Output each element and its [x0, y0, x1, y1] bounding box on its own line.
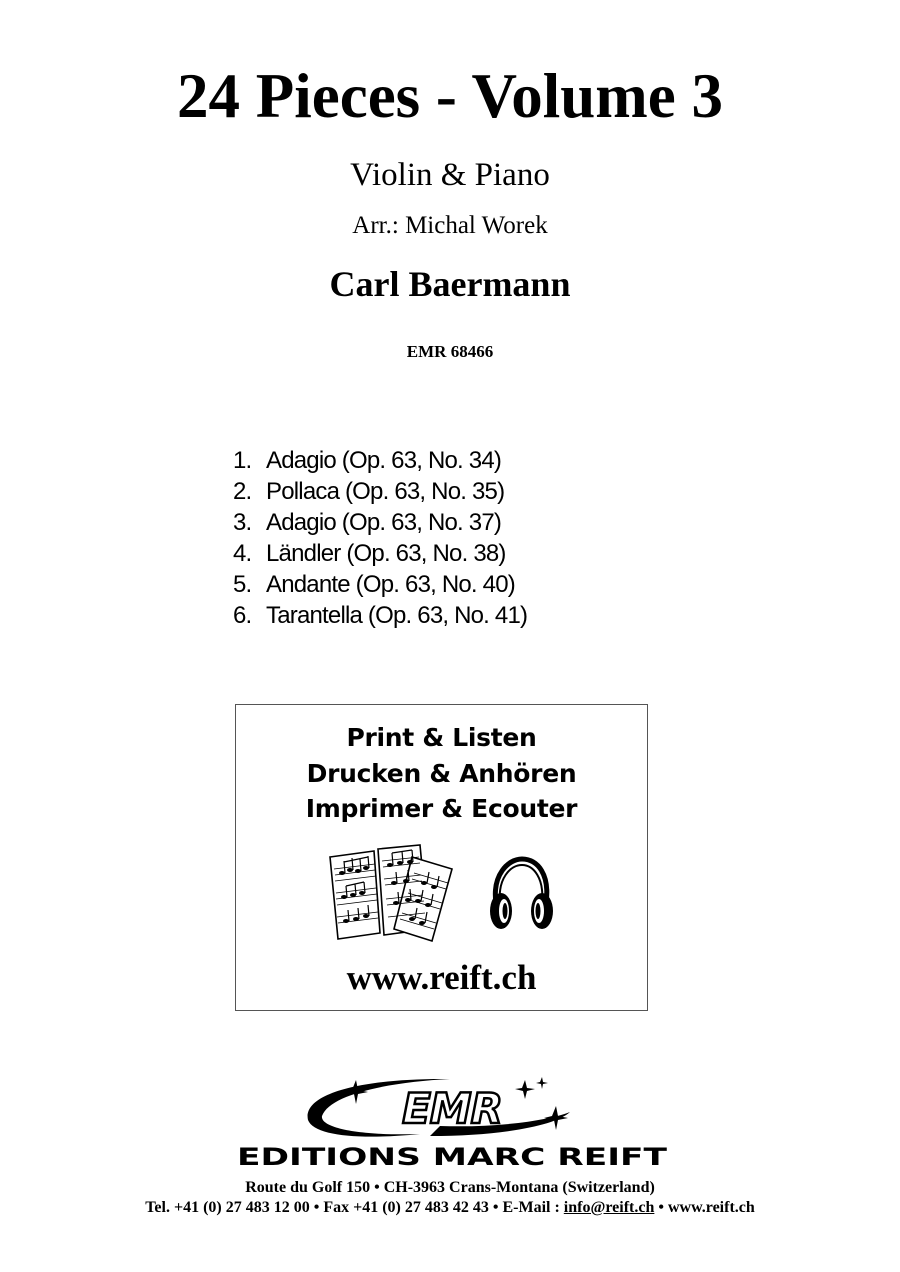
instrumentation: Violin & Piano	[350, 157, 550, 193]
email-link[interactable]: info@reift.ch	[563, 1199, 655, 1216]
publisher-name: EDITIONS MARC REIFT	[237, 1144, 668, 1168]
list-item	[233, 569, 527, 600]
piece-number: 4.	[233, 540, 252, 567]
piece-list	[233, 445, 527, 631]
piece-title: Pollaca (Op. 63, No. 35)	[266, 478, 505, 505]
promo-line-french: Imprimer & Ecouter	[305, 794, 578, 823]
publisher-address: Route du Golf 150 • CH-3963 Crans-Montana (Switzerland)	[245, 1179, 655, 1196]
logo-text: EMR	[402, 1084, 502, 1133]
page-title: 24 Pieces - Volume 3	[177, 61, 723, 131]
list-item	[233, 600, 527, 631]
composer: Carl Baermann	[329, 264, 571, 304]
piece-number: 2.	[233, 478, 252, 505]
list-item	[233, 445, 527, 476]
piece-title: Ländler (Op. 63, No. 38)	[266, 540, 506, 567]
list-item	[233, 476, 527, 507]
promo-website-link[interactable]: www.reift.ch	[346, 958, 537, 997]
piece-title: Adagio (Op. 63, No. 34)	[266, 447, 502, 474]
piece-number: 3.	[233, 509, 252, 536]
piece-number: 5.	[233, 571, 252, 598]
publisher-contact	[0, 1198, 900, 1218]
piece-title: Andante (Op. 63, No. 40)	[266, 571, 515, 598]
catalog-number: EMR 68466	[406, 342, 494, 361]
promo-line-english: Print & Listen	[346, 723, 537, 752]
list-item	[233, 538, 527, 569]
emr-logo-lettering	[300, 1076, 590, 1142]
piece-number: 6.	[233, 602, 252, 629]
contact-phone-fax: Tel. +41 (0) 27 483 12 00 • Fax +41 (0) 27 483 42 43 • E-Mail :	[145, 1199, 564, 1216]
publisher-wordmark	[236, 1144, 668, 1168]
list-item	[233, 507, 527, 538]
sheet-music-icon	[328, 843, 454, 943]
piece-number: 1.	[233, 447, 252, 474]
arranger: Arr.: Michal Worek	[352, 212, 548, 239]
promo-line-german: Drucken & Anhören	[306, 759, 577, 788]
print-and-listen-box	[235, 704, 648, 1011]
contact-website: • www.reift.ch	[654, 1199, 755, 1216]
piece-title: Adagio (Op. 63, No. 37)	[266, 509, 502, 536]
headphones-icon	[488, 855, 554, 935]
piece-title: Tarantella (Op. 63, No. 41)	[266, 602, 528, 629]
